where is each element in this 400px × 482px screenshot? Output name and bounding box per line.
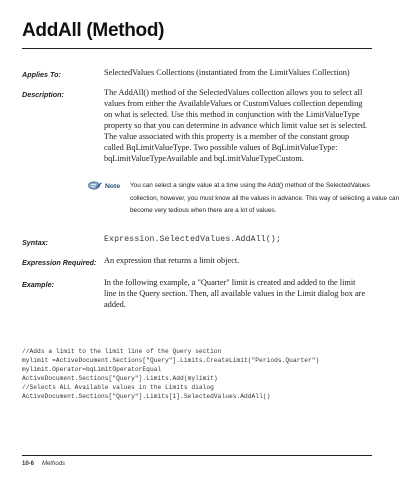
description-text (104, 87, 374, 164)
description-line: on what is selected. Use this method in conjunction with the LimitValueType (104, 110, 360, 119)
applies-to-label: Applies To: (22, 70, 61, 79)
note-line: collection, however, you must know all the values in advance. This way of selecting a value can (130, 194, 400, 202)
description-line: The value associated with this property is a member of the constant group (104, 132, 350, 141)
syntax-label: Syntax: (22, 238, 48, 247)
page-number: 10-6 (22, 461, 35, 467)
code-line: mylimit.Operator=bqLimitOperatorEqual (22, 366, 162, 373)
description-line: called BqLimitValueType. Two possible values of BqLimitValueType: (104, 143, 338, 152)
description-line: values from either the AvailableValues or CustomValues collection depending (104, 99, 363, 108)
code-line: ActiveDocument.Sections["Query"].Limits.Add(mylimit) (22, 375, 218, 382)
syntax-code: Expression.SelectedValues.AddAll(); (104, 235, 281, 244)
note-label-text: Note (105, 183, 121, 190)
code-line: ActiveDocument.Sections["Query"].Limits[1].SelectedValues.AddAll() (22, 393, 271, 400)
expression-required-label: Expression Required: (22, 258, 97, 267)
page-title: AddAll (Method) (22, 20, 165, 41)
note-text (130, 180, 400, 218)
footer-rule (22, 455, 372, 456)
example-line: line in the Query section. Then, all available values in the Limit dialog box are (104, 289, 366, 298)
expression-required-text: An expression that returns a limit object. (104, 256, 240, 265)
code-line: mylimit =ActiveDocument.Sections["Query"].Limits.CreateLimit("Periods.Quarter") (22, 357, 320, 364)
code-line: //Selects ALL Available values in the Limits dialog (22, 384, 214, 391)
example-line: In the following example, a "Quarter" limit is created and added to the limit (104, 278, 356, 287)
example-line: added. (104, 300, 126, 309)
code-block (22, 347, 378, 401)
note-line: become very tedious when there are a lot of values. (130, 207, 277, 214)
footer-section: Methods (42, 461, 66, 467)
description-line: bqLimitValueTypeAvailable and bqLimitValueTypeCustom. (104, 154, 304, 163)
applies-to-text: SelectedValues Collections (instantiated from the LimitValues Collection) (104, 68, 350, 77)
description-line: property so that you can determine in advance which limit value set is selected. (104, 121, 368, 130)
note-line: You can select a single value at a time using the Add() method of the SelectedValues (130, 182, 370, 189)
note-label (88, 181, 120, 192)
pencil-note-icon (88, 181, 102, 192)
description-label: Description: (22, 90, 64, 99)
example-label: Example: (22, 280, 54, 289)
description-line: The AddAll() method of the SelectedValues collection allows you to select all (104, 88, 363, 97)
title-rule (22, 48, 372, 49)
code-line: //Adds a limit to the limit line of the Query section (22, 348, 222, 355)
page-footer (22, 461, 65, 467)
example-text (104, 277, 374, 310)
